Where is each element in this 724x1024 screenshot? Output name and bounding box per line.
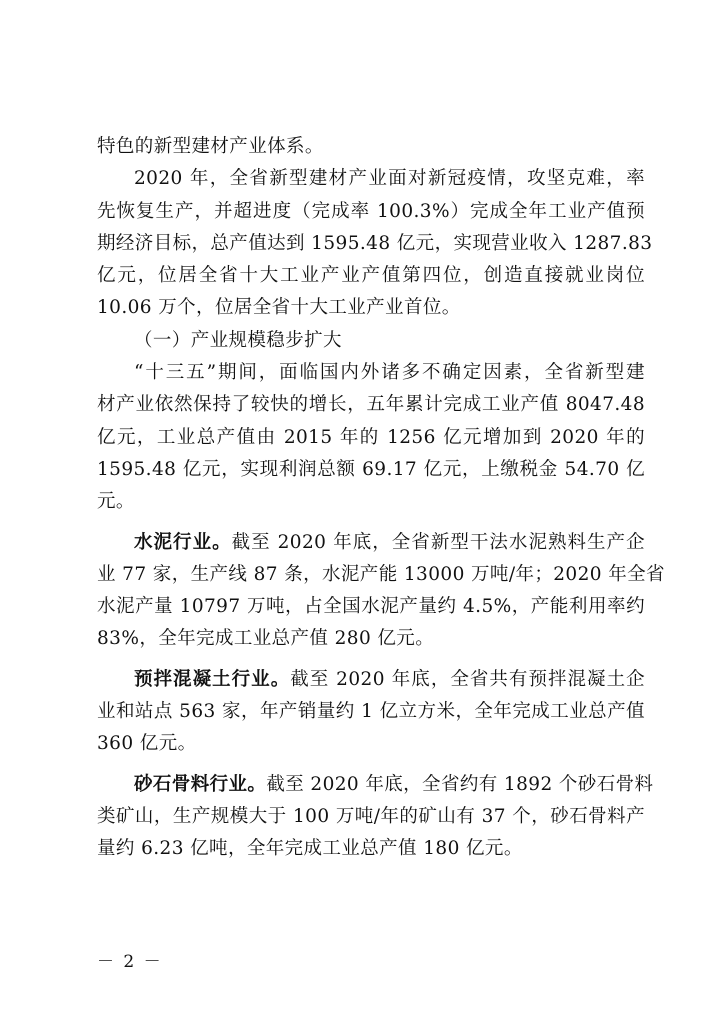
paragraph-line: 1595.48 亿元，实现利润总额 69.17 亿元，上缴税金 54.70 亿 [97,458,645,480]
paragraph-line: 先恢复生产，并超进度（完成率 100.3%）完成全年工业产值预 [97,200,645,222]
paragraph-line: 10.06 万个，位居全省十大工业产业首位。 [97,297,461,319]
document-body [97,131,665,866]
aggregate-paragraph-first-line [97,769,654,801]
paragraph-line: 材产业依然保持了较快的增长，五年累计完成工业产值 8047.48 [97,394,645,416]
paragraph-line: 元。 [97,491,135,513]
cement-line-1: 截至 2020 年底，全省新型干法水泥熟料生产企 [231,531,645,553]
cement-title: 水泥行业。 [134,531,232,553]
paragraph-line: 类矿山，生产规模大于 100 万吨/年的矿山有 37 个，砂石骨料产 [97,805,645,827]
paragraph-line: 亿元，位居全省十大工业产业产值第四位，创造直接就业岗位 [97,265,645,287]
paragraph-line: 量约 6.23 亿吨，全年完成工业总产值 180 亿元。 [97,838,523,860]
concrete-line-1: 截至 2020 年底，全省共有预拌混凝土企 [290,668,645,690]
paragraph-line: 水泥产量 10797 万吨，占全国水泥产量约 4.5%，产能利用率约 [97,596,645,618]
paragraph-line: 2020 年，全省新型建材产业面对新冠疫情，攻坚克难，率 [134,168,645,190]
paragraph-line: 360 亿元。 [97,733,197,755]
section-heading: （一）产业规模稳步扩大 [134,329,342,351]
paragraph-line: 业和站点 563 家，年产销量约 1 亿立方米，全年完成工业总产值 [97,701,645,723]
paragraph-line: “十三五”期间，面临国内外诸多不确定因素，全省新型建 [134,362,645,384]
paragraph-line: 亿元，工业总产值由 2015 年的 1256 亿元增加到 2020 年的 [97,426,645,448]
cement-paragraph-first-line [97,527,645,559]
concrete-title: 预拌混凝土行业。 [134,668,291,690]
paragraph-line: 83%，全年完成工业总产值 280 亿元。 [97,628,435,650]
aggregate-title: 砂石骨料行业。 [134,773,267,795]
concrete-paragraph-first-line [97,664,645,696]
paragraph-line: 业 77 家，生产线 87 条，水泥产能 13000 万吨/年；2020 年全省 [97,563,665,585]
aggregate-line-1: 截至 2020 年底，全省约有 1892 个砂石骨料 [266,773,654,795]
paragraph-line: 特色的新型建材产业体系。 [97,136,324,157]
paragraph-line: 期经济目标，总产值达到 1595.48 亿元，实现营业收入 1287.83 [97,232,653,254]
page-number: － 2 － [97,952,163,972]
